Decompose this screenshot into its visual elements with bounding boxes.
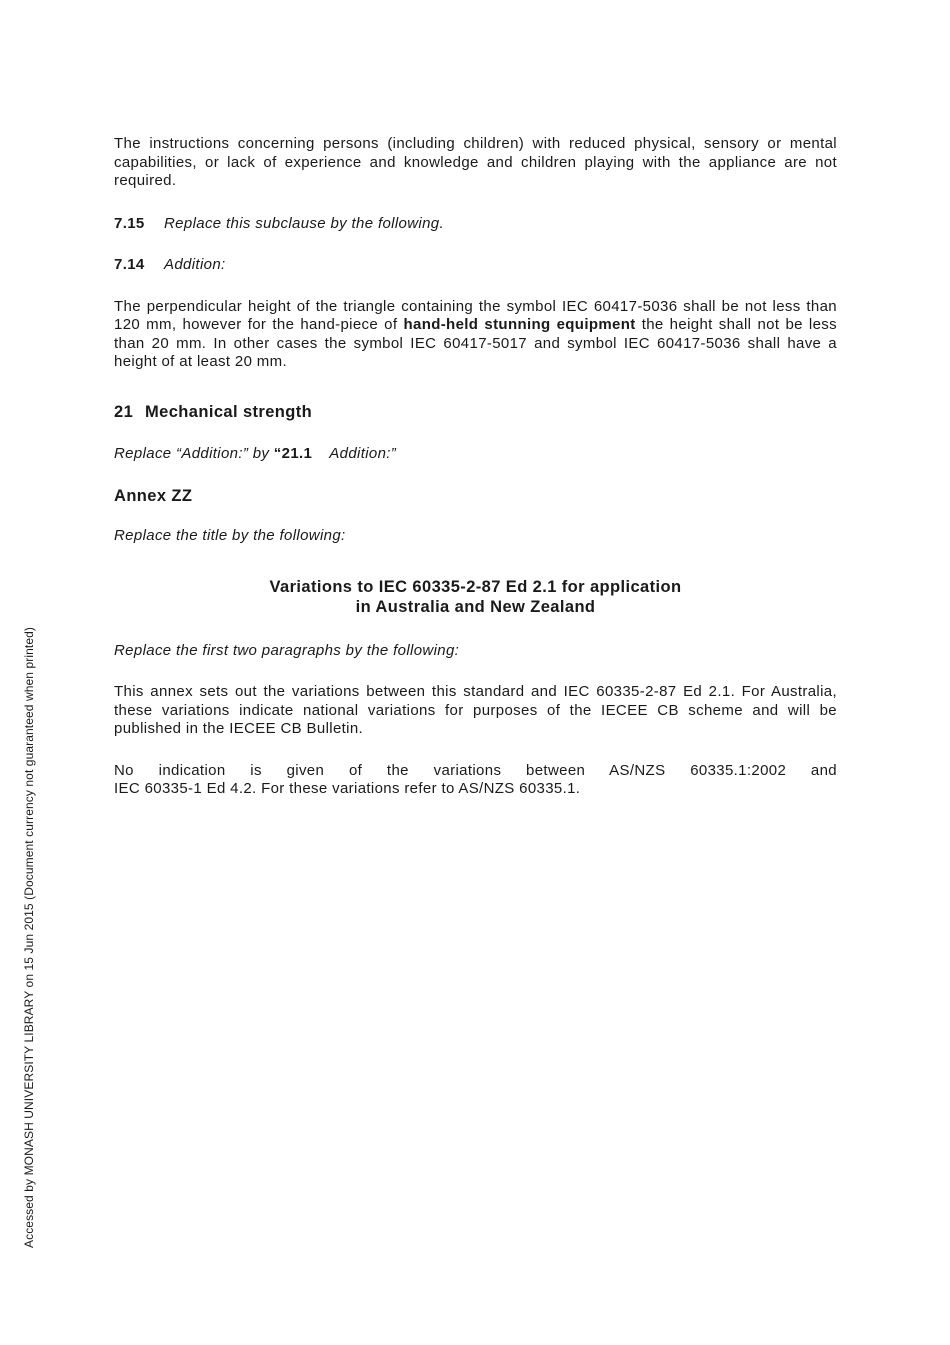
section-heading-21	[114, 403, 837, 422]
paragraph-text: the height shall not be less than 20 mm. In other cases the symbol IEC 60417-5017 and symbol IEC 60417-5036 shall have a height of at least 20 mm.	[114, 316, 837, 370]
instructions-paragraph: The instructions concerning persons (including children) with reduced physical, sensory or mental capabilities, or lack of experience and knowledge and children playing with the appliance are not required.	[114, 135, 837, 189]
clause-number: 7.14	[114, 256, 145, 273]
document-page	[114, 135, 837, 799]
no-indication-paragraph	[114, 762, 837, 799]
annex-heading: Annex ZZ	[114, 487, 193, 505]
clause-instruction: Addition:	[164, 256, 226, 273]
defined-term: hand-held stunning equipment	[403, 316, 636, 333]
paragraph-text: The perpendicular height of the triangle containing the symbol IEC 60417-5036 shall be not less than 120 mm, however for the hand-piece of	[114, 297, 837, 333]
paragraph-line: IEC 60335-1 Ed 4.2. For these variations refer to AS/NZS 60335.1.	[114, 780, 581, 797]
annex-title	[114, 577, 837, 617]
instruction-text: Addition:”	[329, 444, 397, 462]
annex-scope-paragraph: This annex sets out the variations between this standard and IEC 60335-2-87 Ed 2.1. For Australia, these variations indicate national variations for purposes of the IECEE CB scheme and will be published in the IECEE CB Bulletin.	[114, 683, 837, 737]
annex-title-line: in Australia and New Zealand	[355, 597, 596, 616]
replace-title-instruction: Replace the title by the following:	[114, 527, 346, 544]
section-title: Mechanical strength	[145, 402, 313, 421]
quote-mark: “	[273, 444, 282, 462]
clause-7-15	[114, 215, 837, 234]
clause-number: 7.15	[114, 214, 145, 232]
annex-title-line: Variations to IEC 60335-2-87 Ed 2.1 for application	[269, 577, 682, 596]
clause-7-14	[114, 256, 837, 275]
clause-instruction: Replace this subclause by the following.	[164, 214, 444, 232]
replace-paragraphs-instruction: Replace the first two paragraphs by the following:	[114, 641, 460, 659]
replace-addition-instruction	[114, 445, 837, 464]
paragraph-line: No indication is given of the variations between AS/NZS 60335.1:2002 and	[114, 761, 837, 779]
instruction-text: Replace “Addition:” by	[114, 444, 274, 462]
triangle-height-paragraph	[114, 298, 837, 372]
access-watermark-note: Accessed by MONASH UNIVERSITY LIBRARY on 15 Jun 2015 (Document currency not guaranteed when printed)	[22, 627, 36, 1248]
section-number: 21	[114, 402, 134, 421]
clause-number: 21.1	[281, 444, 313, 462]
